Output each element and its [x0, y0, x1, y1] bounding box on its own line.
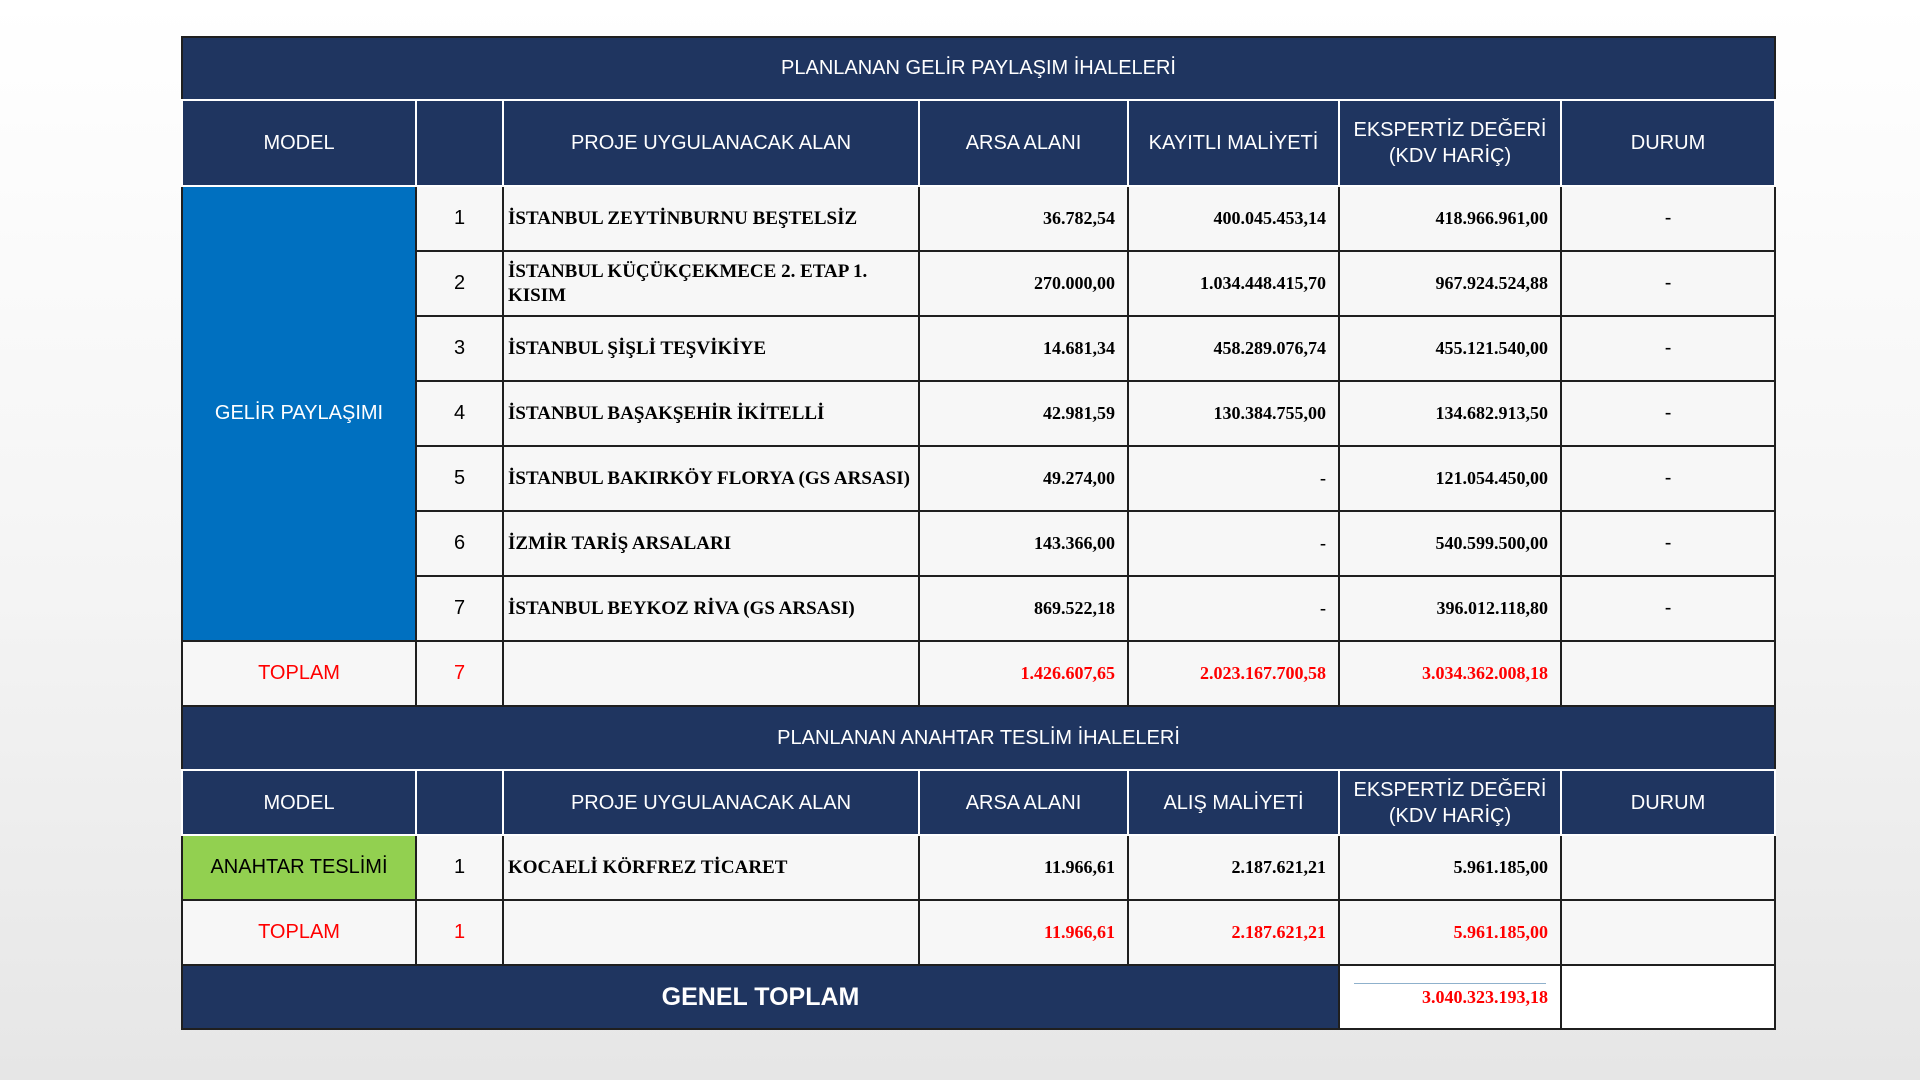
total-cost: 2.187.621,21	[1128, 900, 1339, 965]
row-number: 7	[416, 576, 503, 641]
section2-title: PLANLANAN ANAHTAR TESLİM İHALELERİ	[182, 706, 1775, 770]
header-status: DURUM	[1561, 770, 1775, 835]
cost-value: 1.034.448.415,70	[1128, 251, 1339, 316]
area-value: 36.782,54	[919, 186, 1128, 251]
model-gelir-paylasimi: GELİR PAYLAŞIMI	[182, 186, 416, 641]
appraisal-value: 455.121.540,00	[1339, 316, 1561, 381]
status-value: -	[1561, 446, 1775, 511]
grand-total-value: 3.040.323.193,18	[1422, 986, 1548, 1007]
project-name: İSTANBUL ZEYTİNBURNU BEŞTELSİZ	[503, 186, 919, 251]
project-name: İSTANBUL BEYKOZ RİVA (GS ARSASI)	[503, 576, 919, 641]
project-name: KOCAELİ KÖRFREZ TİCARET	[503, 835, 919, 900]
tender-table	[181, 36, 1776, 1030]
row-number: 1	[416, 186, 503, 251]
header-appraisal: EKSPERTİZ DEĞERİ (KDV HARİÇ)	[1339, 770, 1561, 835]
total-count: 7	[416, 641, 503, 706]
divider	[1354, 983, 1546, 984]
header-area: ARSA ALANI	[919, 100, 1128, 186]
header-project: PROJE UYGULANACAK ALAN	[503, 770, 919, 835]
header-model: MODEL	[182, 770, 416, 835]
section2-title-row	[182, 706, 1775, 770]
appraisal-value: 5.961.185,00	[1339, 835, 1561, 900]
table-row	[182, 381, 1775, 446]
cost-value: 400.045.453,14	[1128, 186, 1339, 251]
area-value: 869.522,18	[919, 576, 1128, 641]
row-number: 2	[416, 251, 503, 316]
grand-total-status-blank	[1561, 965, 1775, 1029]
header-appraisal: EKSPERTİZ DEĞERİ (KDV HARİÇ)	[1339, 100, 1561, 186]
total-project-blank	[503, 641, 919, 706]
cost-value: -	[1128, 446, 1339, 511]
appraisal-value: 396.012.118,80	[1339, 576, 1561, 641]
grand-total-value-cell	[1339, 965, 1561, 1029]
header-area: ARSA ALANI	[919, 770, 1128, 835]
appraisal-value: 121.054.450,00	[1339, 446, 1561, 511]
table-row	[182, 316, 1775, 381]
table-row	[182, 835, 1775, 900]
area-value: 42.981,59	[919, 381, 1128, 446]
row-number: 4	[416, 381, 503, 446]
row-number: 1	[416, 835, 503, 900]
header-no	[416, 100, 503, 186]
header-no	[416, 770, 503, 835]
table-row	[182, 446, 1775, 511]
table-row	[182, 511, 1775, 576]
total-status-blank	[1561, 900, 1775, 965]
cost-value: -	[1128, 511, 1339, 576]
table-row	[182, 186, 1775, 251]
project-name: İZMİR TARİŞ ARSALARI	[503, 511, 919, 576]
area-value: 143.366,00	[919, 511, 1128, 576]
table-row	[182, 251, 1775, 316]
section1-header-row	[182, 100, 1775, 186]
total-count: 1	[416, 900, 503, 965]
total-label: TOPLAM	[182, 900, 416, 965]
row-number: 3	[416, 316, 503, 381]
cost-value: -	[1128, 576, 1339, 641]
area-value: 49.274,00	[919, 446, 1128, 511]
cost-value: 2.187.621,21	[1128, 835, 1339, 900]
project-name: İSTANBUL BAŞAKŞEHİR İKİTELLİ	[503, 381, 919, 446]
table-row	[182, 576, 1775, 641]
total-cost: 2.023.167.700,58	[1128, 641, 1339, 706]
header-status: DURUM	[1561, 100, 1775, 186]
total-label: TOPLAM	[182, 641, 416, 706]
cost-value: 458.289.076,74	[1128, 316, 1339, 381]
grand-total-label: GENEL TOPLAM	[182, 965, 1339, 1029]
row-number: 5	[416, 446, 503, 511]
project-name: İSTANBUL BAKIRKÖY FLORYA (GS ARSASI)	[503, 446, 919, 511]
header-model: MODEL	[182, 100, 416, 186]
area-value: 14.681,34	[919, 316, 1128, 381]
total-appraisal: 5.961.185,00	[1339, 900, 1561, 965]
appraisal-value: 540.599.500,00	[1339, 511, 1561, 576]
project-name: İSTANBUL KÜÇÜKÇEKMECE 2. ETAP 1. KISIM	[503, 251, 919, 316]
section1-total-row	[182, 641, 1775, 706]
status-value: -	[1561, 576, 1775, 641]
header-cost: ALIŞ MALİYETİ	[1128, 770, 1339, 835]
total-area: 1.426.607,65	[919, 641, 1128, 706]
status-value: -	[1561, 381, 1775, 446]
total-status-blank	[1561, 641, 1775, 706]
model-anahtar-teslimi: ANAHTAR TESLİMİ	[182, 835, 416, 900]
section1-title-row	[182, 37, 1775, 100]
total-project-blank	[503, 900, 919, 965]
appraisal-value: 134.682.913,50	[1339, 381, 1561, 446]
header-project: PROJE UYGULANACAK ALAN	[503, 100, 919, 186]
project-name: İSTANBUL ŞİŞLİ TEŞVİKİYE	[503, 316, 919, 381]
appraisal-value: 418.966.961,00	[1339, 186, 1561, 251]
status-value: -	[1561, 251, 1775, 316]
grand-total-row	[182, 965, 1775, 1029]
section1-title: PLANLANAN GELİR PAYLAŞIM İHALELERİ	[182, 37, 1775, 100]
section2-total-row	[182, 900, 1775, 965]
total-area: 11.966,61	[919, 900, 1128, 965]
appraisal-value: 967.924.524,88	[1339, 251, 1561, 316]
row-number: 6	[416, 511, 503, 576]
header-cost: KAYITLI MALİYETİ	[1128, 100, 1339, 186]
area-value: 270.000,00	[919, 251, 1128, 316]
status-value: -	[1561, 316, 1775, 381]
cost-value: 130.384.755,00	[1128, 381, 1339, 446]
status-value: -	[1561, 186, 1775, 251]
section2-header-row	[182, 770, 1775, 835]
status-value: -	[1561, 511, 1775, 576]
total-appraisal: 3.034.362.008,18	[1339, 641, 1561, 706]
status-value	[1561, 835, 1775, 900]
area-value: 11.966,61	[919, 835, 1128, 900]
